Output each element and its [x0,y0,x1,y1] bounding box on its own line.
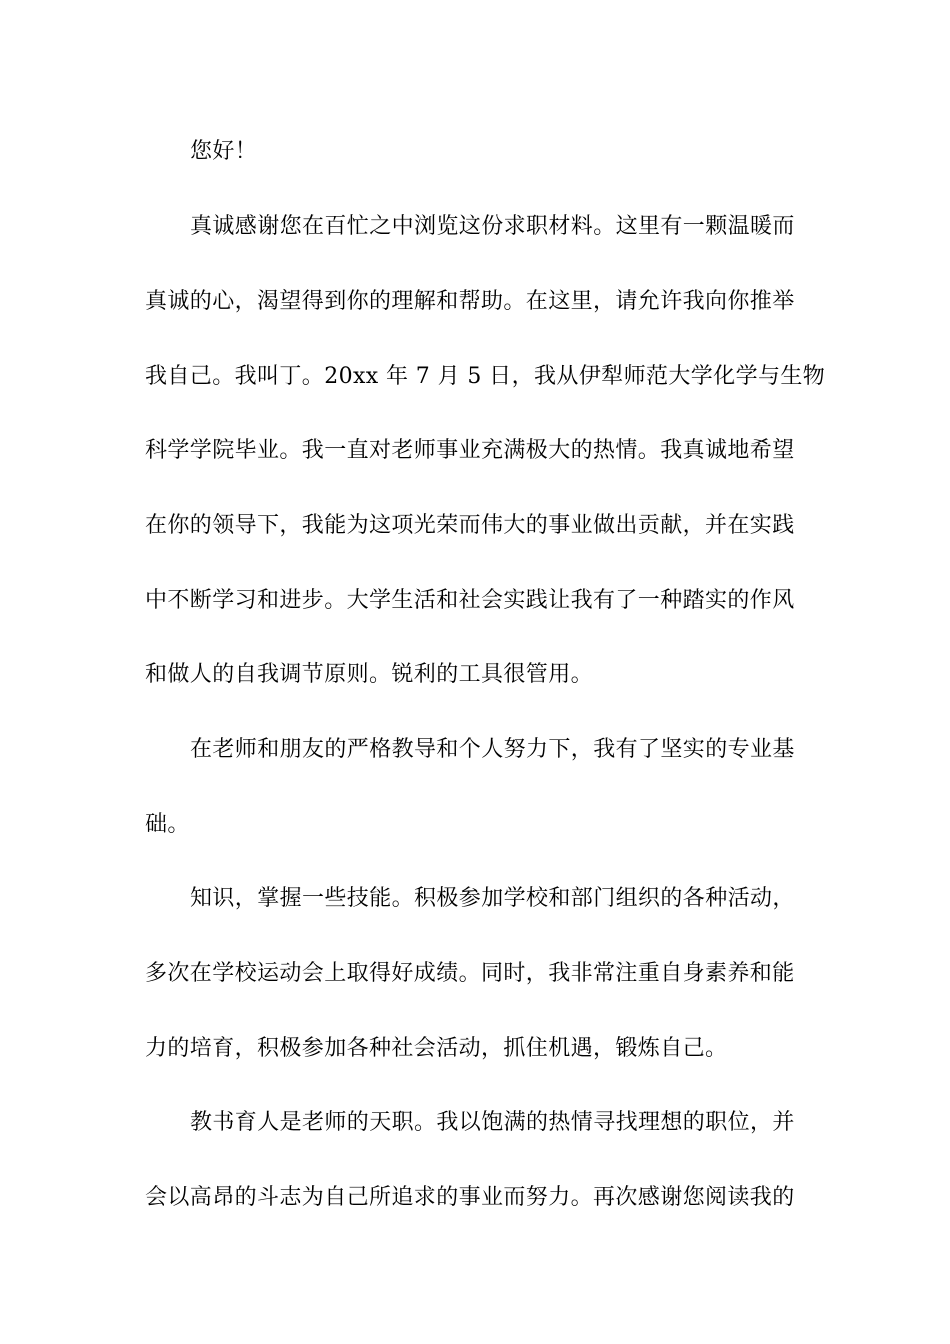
paragraph-1-line-6: 中不断学习和进步。大学生活和社会实践让我有了一种踏实的作风 [145,588,795,613]
paragraph-2-line-1: 在老师和朋友的严格教导和个人努力下，我有了坚实的专业基 [190,737,795,762]
paragraph-3-line-2: 多次在学校运动会上取得好成绩。同时，我非常注重自身素养和能 [145,961,795,986]
paragraph-1-line-5: 在你的领导下，我能为这项光荣而伟大的事业做出贡献，并在实践 [145,513,795,538]
paragraph-2-line-2: 础。 [145,812,190,837]
paragraph-4-line-1: 教书育人是老师的天职。我以饱满的热情寻找理想的职位，并 [190,1110,795,1135]
greeting: 您好！ [190,139,258,164]
paragraph-4-line-2: 会以高昂的斗志为自己所追求的事业而努力。再次感谢您阅读我的 [145,1185,795,1210]
paragraph-1-line-3: 我自己。我叫丁。20xx 年 7 月 5 日，我从伊犁师范大学化学与生物 [145,364,826,389]
paragraph-1-line-1: 真诚感谢您在百忙之中浏览这份求职材料。这里有一颗温暖而 [190,214,795,239]
paragraph-3-line-3: 力的培育，积极参加各种社会活动，抓住机遇，锻炼自己。 [145,1036,728,1061]
paragraph-1-line-7: 和做人的自我调节原则。锐利的工具很管用。 [145,662,594,687]
paragraph-3-line-1: 知识，掌握一些技能。积极参加学校和部门组织的各种活动， [190,886,795,911]
paragraph-1-line-4: 科学学院毕业。我一直对老师事业充满极大的热情。我真诚地希望 [145,438,795,463]
paragraph-1-line-2: 真诚的心，渴望得到你的理解和帮助。在这里，请允许我向你推举 [145,289,795,314]
